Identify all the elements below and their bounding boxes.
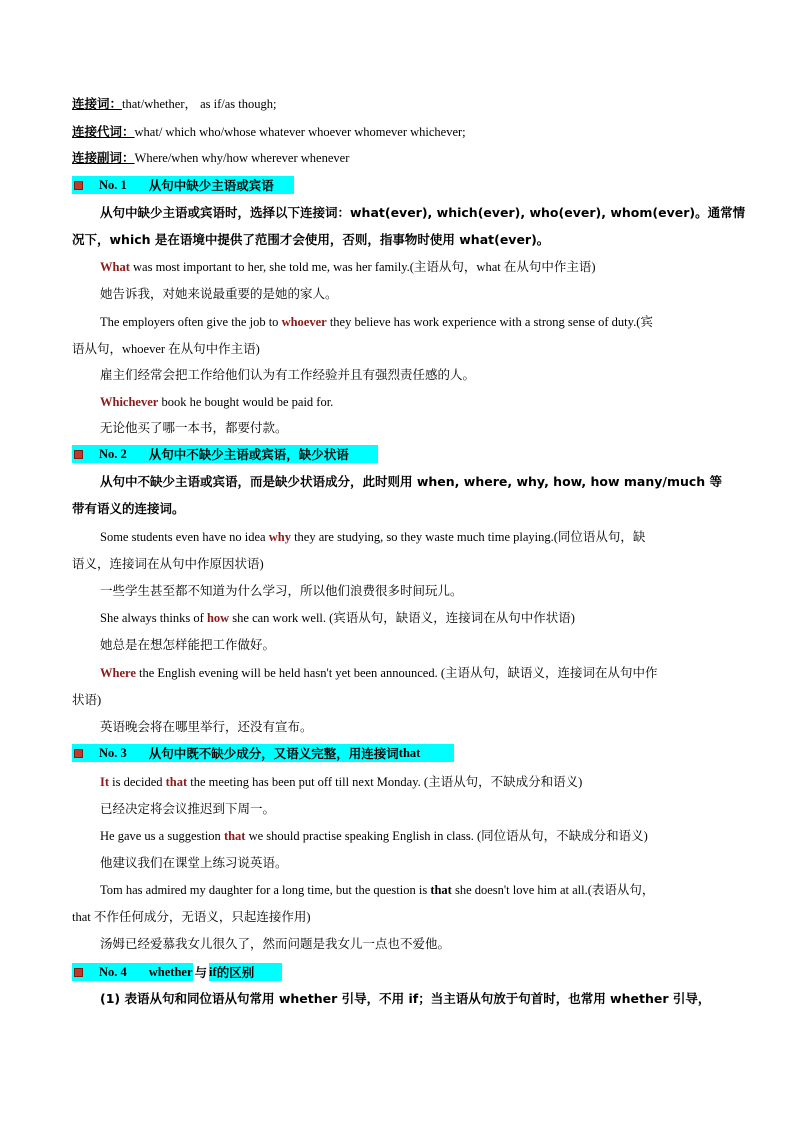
section-title-part: whether (148, 964, 193, 979)
section-number: No. 2 (99, 446, 127, 461)
section-title-part: 的区别 (216, 965, 255, 980)
book-icon (74, 450, 83, 459)
book-icon (74, 968, 83, 977)
section-title-part: 与 (194, 965, 208, 980)
example-translation: 汤姆已经爱慕我女儿很久了，然而问题是我女儿一点也不爱他。 (100, 936, 451, 951)
connector-line (72, 150, 349, 166)
section-heading-1 (72, 176, 294, 194)
example-sentence-cont: 语从句，whoever 在从句中作主语) (72, 342, 260, 356)
example-sentence: Where the English evening will be held hasn't yet been announced. (主语从句，缺语义，连接词在从句中作 (100, 666, 658, 680)
example-sentence: She always thinks of how she can work well. (宾语从句，缺语义，连接词在从句中作状语) (100, 611, 575, 625)
section-title: 从句中不缺少主语或宾语，缺少状语 (148, 447, 349, 462)
section-heading-3 (72, 744, 454, 762)
keyword: that (430, 883, 452, 897)
keyword: why (268, 530, 291, 544)
keyword: What (100, 260, 130, 274)
connector-text: Where/when why/how wherever whenever (134, 151, 350, 165)
example-translation: 他建议我们在课堂上练习说英语。 (100, 855, 288, 870)
example-sentence: He gave us a suggestion that we should practise speaking English in class. (同位语从句，不缺成分和语义) (100, 829, 648, 843)
connector-label: 连接词： (72, 96, 123, 111)
example-translation: 雇主们经常会把工作给他们认为有工作经验并且有强烈责任感的人。 (100, 367, 476, 382)
example-translation: 一些学生甚至都不知道为什么学习，所以他们浪费很多时间玩儿。 (100, 583, 463, 598)
example-translation: 已经决定将会议推迟到下周一。 (100, 801, 276, 816)
keyword: whoever (281, 315, 327, 329)
section-title-part: if (209, 964, 217, 979)
connector-line (72, 96, 277, 112)
connector-line (72, 124, 466, 140)
section-paragraph: (1) 表语从句和同位语从句常用 whether 引导，不用 if；当主语从句放于句首时，也常用 whether 引导， (100, 991, 711, 1006)
book-icon (74, 749, 83, 758)
section-heading-4 (72, 963, 282, 981)
example-sentence: What was most important to her, she told me, was her family.(主语从句，what 在从句中作主语) (100, 260, 596, 274)
section-heading-2 (72, 445, 378, 463)
section-intro: 带有语义的连接词。 (72, 501, 185, 516)
connector-text: that/whether， as if/as though; (122, 97, 277, 111)
section-intro: 从句中缺少主语或宾语时，选择以下连接词：what(ever), which(ever), who(ever), whom(ever)。通常情 (100, 205, 746, 220)
keyword: how (206, 611, 230, 625)
keyword: that (165, 775, 188, 789)
keyword: Whichever (100, 395, 159, 409)
section-intro: 从句中不缺少主语或宾语，而是缺少状语成分，此时则用 when, where, why, how, how many/much 等 (100, 474, 723, 489)
example-sentence: Tom has admired my daughter for a long time, but the question is that she doesn't love him at all.(表语从句， (100, 883, 655, 897)
example-translation: 她告诉我，对她来说最重要的是她的家人。 (100, 286, 338, 301)
section-number: No. 1 (99, 177, 127, 192)
book-icon (74, 181, 83, 190)
keyword: It (100, 775, 110, 789)
example-sentence-cont: 语义，连接词在从句中作原因状语) (72, 557, 264, 571)
section-intro: 况下，which 是在语境中提供了范围才会使用，否则，指事物时使用 what(ever)。 (72, 232, 550, 247)
example-translation: 无论他买了哪一本书，都要付款。 (100, 420, 288, 435)
section-title: 从句中既不缺少成分，又语义完整，用连接词 (148, 746, 399, 761)
example-translation: 她总是在想怎样能把工作做好。 (100, 637, 276, 652)
connector-text: what/ which who/whose whatever whoever whomever whichever; (134, 125, 466, 139)
keyword: that (223, 829, 246, 843)
keyword: Where (100, 666, 136, 680)
example-sentence: Whichever book he bought would be paid for. (100, 395, 334, 409)
section-number: No. 3 (99, 745, 127, 760)
example-sentence: The employers often give the job to whoever they believe has work experience with a strong sense of duty.(宾 (100, 315, 653, 329)
section-title-keyword: that (398, 745, 421, 760)
example-translation: 英语晚会将在哪里举行，还没有宣布。 (100, 719, 313, 734)
section-title: 从句中缺少主语或宾语 (148, 178, 274, 193)
example-sentence: It is decided that the meeting has been put off till next Monday. (主语从句，不缺成分和语义) (100, 775, 583, 789)
connector-label: 连接代词： (72, 124, 135, 139)
example-sentence: Some students even have no idea why they are studying, so they waste much time playing.(同位语从句，缺 (100, 530, 646, 544)
example-sentence-cont: that 不作任何成分，无语义，只起连接作用) (72, 910, 311, 924)
example-sentence-cont: 状语) (72, 693, 102, 707)
section-number: No. 4 (99, 964, 127, 979)
connector-label: 连接副词： (72, 150, 135, 165)
